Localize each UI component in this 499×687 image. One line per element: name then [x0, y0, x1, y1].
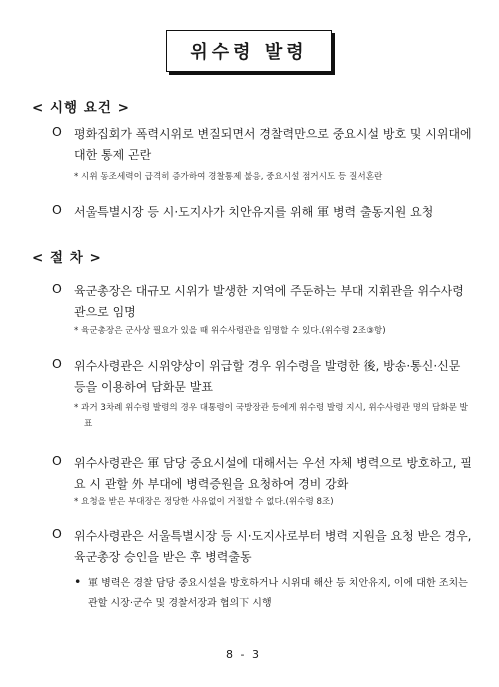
item-text: 육군총장은 대규모 시위가 발생한 지역에 주둔하는 부대 지휘관을 위수사령관으로 임명: [74, 284, 464, 319]
page-title: 위수령 발령: [190, 42, 308, 63]
item-text: 위수사령관은 서울특별시장 등 시·도지사로부터 병력 지원을 요청 받은 경우, 육군총장 승인을 받은 후 병력출동: [74, 529, 472, 564]
section-heading-conditions: < 시행 요건 >: [32, 100, 130, 116]
bullet: •: [74, 574, 82, 589]
bullet: O: [52, 356, 62, 371]
note-procedure-3: * 요청을 받은 부대장은 정당한 사유없이 거절할 수 없다.(위수령 8조): [74, 497, 334, 507]
bullet: O: [52, 124, 62, 139]
section-heading-procedure: < 절 차 >: [32, 250, 102, 266]
list-item-procedure-2: [52, 356, 472, 398]
item-text: 위수사령관은 軍 담당 중요시설에 대해서는 우선 자체 병력으로 방호하고, 필요 시 관할 外 부대에 병력증원을 요청하여 경비 강화: [74, 456, 472, 491]
list-item-final: [74, 574, 474, 614]
item-text: 軍 병력은 경찰 담당 중요시설을 방호하거나 시위대 해산 등 치안유지, 이에 대한 조치는 관할 시장·군수 및 경찰서장과 협의下 시행: [88, 578, 468, 609]
list-item-procedure-4: [52, 526, 472, 568]
bullet: O: [52, 526, 62, 541]
title-box: [166, 30, 332, 72]
note-procedure-2: * 과거 3차례 위수령 발령의 경우 대통령이 국방장관 등에게 위수령 발령 지시, 위수사령관 명의 담화문 발표: [74, 403, 468, 429]
bullet: O: [52, 202, 62, 217]
item-text: 평화집회가 폭력시위로 변질되면서 경찰력만으로 중요시설 방호 및 시위대에 대한 통제 곤란: [74, 127, 472, 162]
note-procedure-1: * 육군총장은 군사상 필요가 있을 때 위수사령관을 임명할 수 있다.(위수령 2조③항): [74, 326, 386, 336]
list-item-condition-1: [52, 124, 472, 166]
item-text: 서울특별시장 등 시·도지사가 치안유지를 위해 軍 병력 출동지원 요청: [74, 205, 434, 219]
list-item-condition-2: [52, 202, 472, 223]
list-item-procedure-3: [52, 453, 472, 495]
bullet: O: [52, 281, 62, 296]
item-text: 위수사령관은 시위양상이 위급할 경우 위수령을 발령한 後, 방송·통신·신문 등을 이용하여 담화문 발표: [74, 359, 461, 394]
note-condition-1: * 시위 동조세력이 급격히 증가하여 경찰통제 불응, 중요시설 점거시도 등 질서혼란: [74, 172, 383, 182]
bullet: O: [52, 453, 62, 468]
list-item-procedure-1: [52, 281, 472, 323]
page-number: 8 - 3: [226, 648, 261, 661]
